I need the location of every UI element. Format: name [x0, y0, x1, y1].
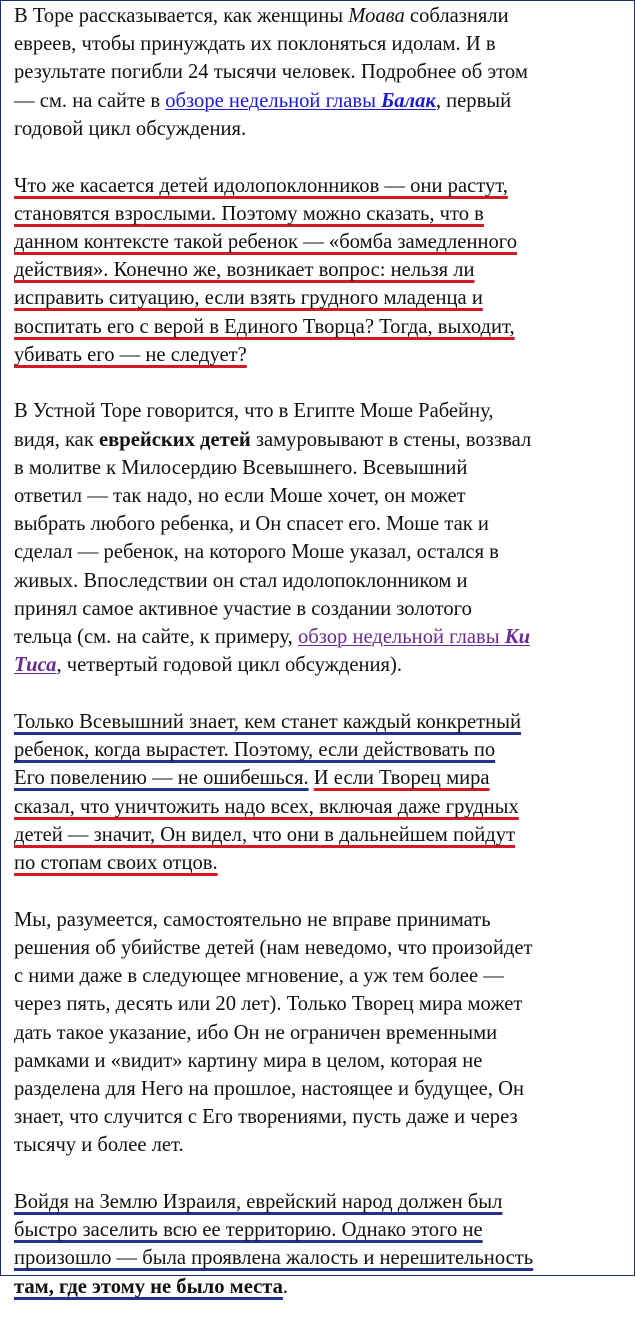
text-line: В Устной Торе говорится, что в Египте Моше Рабейну,: [14, 400, 494, 423]
text-line: евреев, чтобы принуждать их поклоняться идолам. И в: [14, 33, 496, 56]
text-line: [14, 849, 626, 877]
text-line: рамками и «видит» картину мира в целом, которая не: [14, 1049, 483, 1072]
text-line: [14, 256, 626, 284]
ki-tisa-review-link-continued[interactable]: [14, 654, 56, 676]
text-line: [14, 1188, 626, 1216]
text-line: годовой цикл обсуждения.: [14, 117, 247, 140]
red-underlined-text: детей — значит, Он видел, что они в дальнейшем пойдут: [14, 823, 516, 846]
bold-blue-underlined-text: там, где этому не было места: [14, 1275, 283, 1298]
moava-italic: Моава: [348, 5, 405, 27]
link-title-tisa: Тиса: [14, 654, 57, 677]
text-line: [14, 793, 626, 821]
text-line: результате погибли 24 тысячи человек. Подробнее об этом: [14, 61, 528, 84]
text-line: разделена для Него на прошлое, настоящее и будущее, Он: [14, 1077, 525, 1100]
blue-underlined-text: произошло — была проявлена жалость и нерешительность: [14, 1247, 534, 1270]
paragraph-idol-children: [14, 172, 626, 369]
paragraph-oral-torah: [14, 397, 626, 679]
text-segment: — см. на сайте в: [14, 89, 166, 112]
text-line: [14, 1244, 626, 1272]
text-line: [14, 172, 626, 200]
text-line: с ними даже в следующее мгновение, а уж тем более —: [14, 965, 504, 988]
text-line: [14, 1273, 626, 1301]
red-underlined-text: становятся взрослыми. Поэтому можно сказать, что в: [14, 202, 484, 225]
blue-underlined-text: Только Всевышний знает, кем станет каждый конкретный: [14, 710, 522, 733]
red-underlined-text: убивать его — не следует?: [14, 343, 247, 366]
red-underlined-text: действия». Конечно же, возникает вопрос: нельзя ли: [14, 259, 475, 282]
text-line: тысячу и более лет.: [14, 1134, 184, 1157]
red-underlined-text: сказал, что уничтожить надо всех, включая даже грудных: [14, 795, 519, 818]
red-underlined-text: И если Творец мира: [313, 767, 490, 790]
text-line: [14, 1216, 626, 1244]
text-line: [14, 764, 626, 792]
blue-underlined-text: Его повелению — не ошибешься.: [14, 767, 309, 790]
text-line: [14, 708, 626, 736]
bold-jewish-children: еврейских детей: [98, 428, 251, 451]
link-title-ki: Ки: [504, 626, 531, 649]
balak-review-link[interactable]: [165, 90, 436, 112]
red-underlined-text: исправить ситуацию, если взять грудного младенца и: [14, 287, 483, 310]
blue-underlined-text: Войдя на Землю Израиля, еврейский народ должен был: [14, 1191, 503, 1214]
text-line: решения об убийстве детей (нам неведомо, что произойдет: [14, 936, 533, 959]
text-segment: В Торе рассказывается, как женщины: [14, 5, 349, 27]
text-line: [14, 200, 626, 228]
text-line: знает, что случится с Его творениями, пусть даже и через: [14, 1106, 518, 1129]
text-line: [14, 2, 626, 30]
paragraph-land-of-israel: [14, 1188, 626, 1301]
paragraph-not-entitled: [14, 906, 626, 1160]
red-underlined-text: по стопам своих отцов.: [14, 851, 218, 874]
red-underlined-text: данном контексте такой ребенок — «бомба замедленного: [14, 230, 518, 253]
article-body: [14, 2, 626, 1329]
text-line: [14, 736, 626, 764]
text-segment: , четвертый годовой цикл обсуждения).: [56, 654, 402, 677]
link-text: обзоре недельной главы: [165, 89, 382, 112]
text-segment: соблазняли: [404, 5, 509, 27]
text-segment: видя, как: [14, 428, 99, 451]
text-line: через пять, десять или 20 лет). Только Творец мира может: [14, 993, 523, 1016]
text-line: [14, 341, 626, 369]
link-text: обзор недельной главы: [297, 626, 505, 649]
text-line: Мы, разумеется, самостоятельно не вправе принимать: [14, 908, 491, 931]
text-line: [14, 228, 626, 256]
text-line: [14, 284, 626, 312]
text-line: выбрать любого ребенка, и Он спасет его. Моше так и: [14, 513, 489, 536]
text-line: [14, 426, 626, 454]
text-line: [14, 651, 626, 679]
paragraph-only-almighty-knows: [14, 708, 626, 877]
text-line: живых. Впоследствии он стал идолопоклонником и: [14, 569, 468, 592]
blue-underlined-text: быстро заселить всю ее территорию. Однако этого не: [14, 1219, 483, 1242]
text-line: ответил — так надо, но если Моше хочет, он может: [14, 485, 466, 508]
ki-tisa-review-link[interactable]: [298, 626, 530, 648]
text-line: сделал — ребенок, на которого Моше указал, остался в: [14, 541, 499, 564]
blue-underlined-text: ребенок, когда вырастет. Поэтому, если действовать по: [14, 739, 496, 762]
text-line: дать такое указание, ибо Он не ограничен временными: [14, 1021, 498, 1044]
red-underlined-text: воспитать его с верой в Единого Творца? Тогда, выходит,: [14, 315, 515, 338]
paragraph-moav: [14, 2, 626, 143]
text-line: в молитве к Милосердию Всевышнего. Всевышний: [14, 456, 468, 479]
text-segment: замуровывают в стены, воззвал: [250, 428, 532, 451]
text-line: [14, 87, 626, 115]
text-line: принял самое активное участие в создании золотого: [14, 597, 472, 620]
text-line: [14, 821, 626, 849]
text-line: [14, 313, 626, 341]
text-segment: .: [282, 1275, 289, 1298]
link-title-balak: Балак: [381, 89, 436, 112]
text-segment: , первый: [435, 89, 512, 112]
red-underlined-text: Что же касается детей идолопоклонников — они растут,: [14, 174, 508, 197]
text-segment: тельца (см. на сайте, к примеру,: [14, 626, 298, 649]
text-line: [14, 623, 626, 651]
